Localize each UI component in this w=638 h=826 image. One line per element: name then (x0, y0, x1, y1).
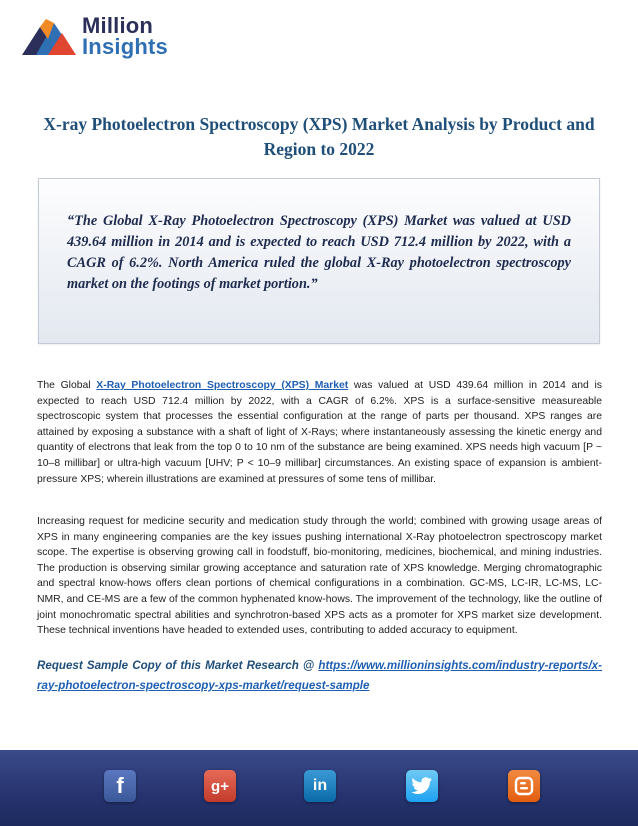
logo-mark-icon (18, 11, 78, 61)
logo-text (82, 15, 168, 57)
blogger-icon[interactable] (508, 770, 540, 802)
quote-text: “The Global X-Ray Photoelectron Spectroscopy (XPS) Market was valued at USD 439.64 million in 2014 and is expected to reach USD 712.4 million by 2022, with a CAGR of 6.2%. North America ruled the global X-Ray photoelectron spectroscopy market on the footings of market portion.” (67, 213, 571, 292)
intro-prefix: The Global (37, 380, 97, 391)
intro-rest: was valued at USD 439.64 million in 2014 and is expected to reach USD 712.4 million by 2022, with a CAGR of 6.2%. XPS is a surface-sensitive measureable spectroscopic system that processes the essential configuration at the range of parts per thousand. XPS ranges are attained by exposing a substance with a shaft of light of X-Rays; where instantaneously assessing the kinetic energy and quantity of electrons that leak from the top 0 to 10 nm of the substance are being examined. XPS needs high vacuum [P ~ 10–8 millibar] or ultra-high vacuum [UHV; P < 10–9 millibar] circumstances. An existing space of expansion is ambient-pressure XPS; wherein illustrations are examined at pressures of some tens of millibar. (37, 380, 602, 485)
request-sample-paragraph (37, 656, 602, 696)
page-title: X-ray Photoelectron Spectroscopy (XPS) Market Analysis by Product and Region to 2022 (43, 114, 595, 159)
market-link[interactable]: X-Ray Photoelectron Spectroscopy (XPS) Market (96, 380, 349, 391)
logo-line1: Million (82, 13, 154, 38)
logo (18, 10, 168, 62)
intro-paragraph (37, 378, 602, 487)
google-plus-icon[interactable] (204, 770, 236, 802)
facebook-icon[interactable] (104, 770, 136, 802)
twitter-icon[interactable] (406, 770, 438, 802)
blogger-glyph-icon (514, 776, 534, 796)
request-sample-link[interactable]: https://www.millioninsights.com/industry-reports/x-ray-photoelectron-spectroscopy-xps-market/request-sample (37, 659, 602, 692)
facebook-glyph: f (116, 773, 124, 798)
linkedin-glyph: in (312, 777, 328, 794)
quote-box (38, 178, 600, 344)
details-paragraph: Increasing request for medicine security and medication study through the world; combined with growing usage areas of XPS in many engineering companies are the key issues pushing international X-Ray photoelectron spectroscopy market scope. The expertise is observing growing call in foodstuff, bio-monitoring, medicines, biochemical, and mining industries. The production is observing similar growing acceptance and saturation rate of XPS knowledge. Merging chromatographic and spectral know-hows offers clean portions of chemical configurations in a combination. GC-MS, LC-IR, LC-MS, LC-NMR, and CE-MS are a few of the common hyphenated know-hows. The improvement of the technology, like the outline of joint monochromatic spectral abilities and synchrotron-based XPS acts as a promoter for XPS market size development. These technical inventions have headed to extended uses, contributing to added accuracy to equipment. (37, 516, 602, 637)
logo-line2: Insights (82, 34, 168, 59)
google-plus-glyph: g+ (211, 777, 229, 795)
linkedin-icon[interactable] (304, 770, 336, 802)
twitter-bird-icon (411, 777, 433, 795)
request-sample-label: Request Sample Copy of this Market Research @ (37, 659, 319, 672)
